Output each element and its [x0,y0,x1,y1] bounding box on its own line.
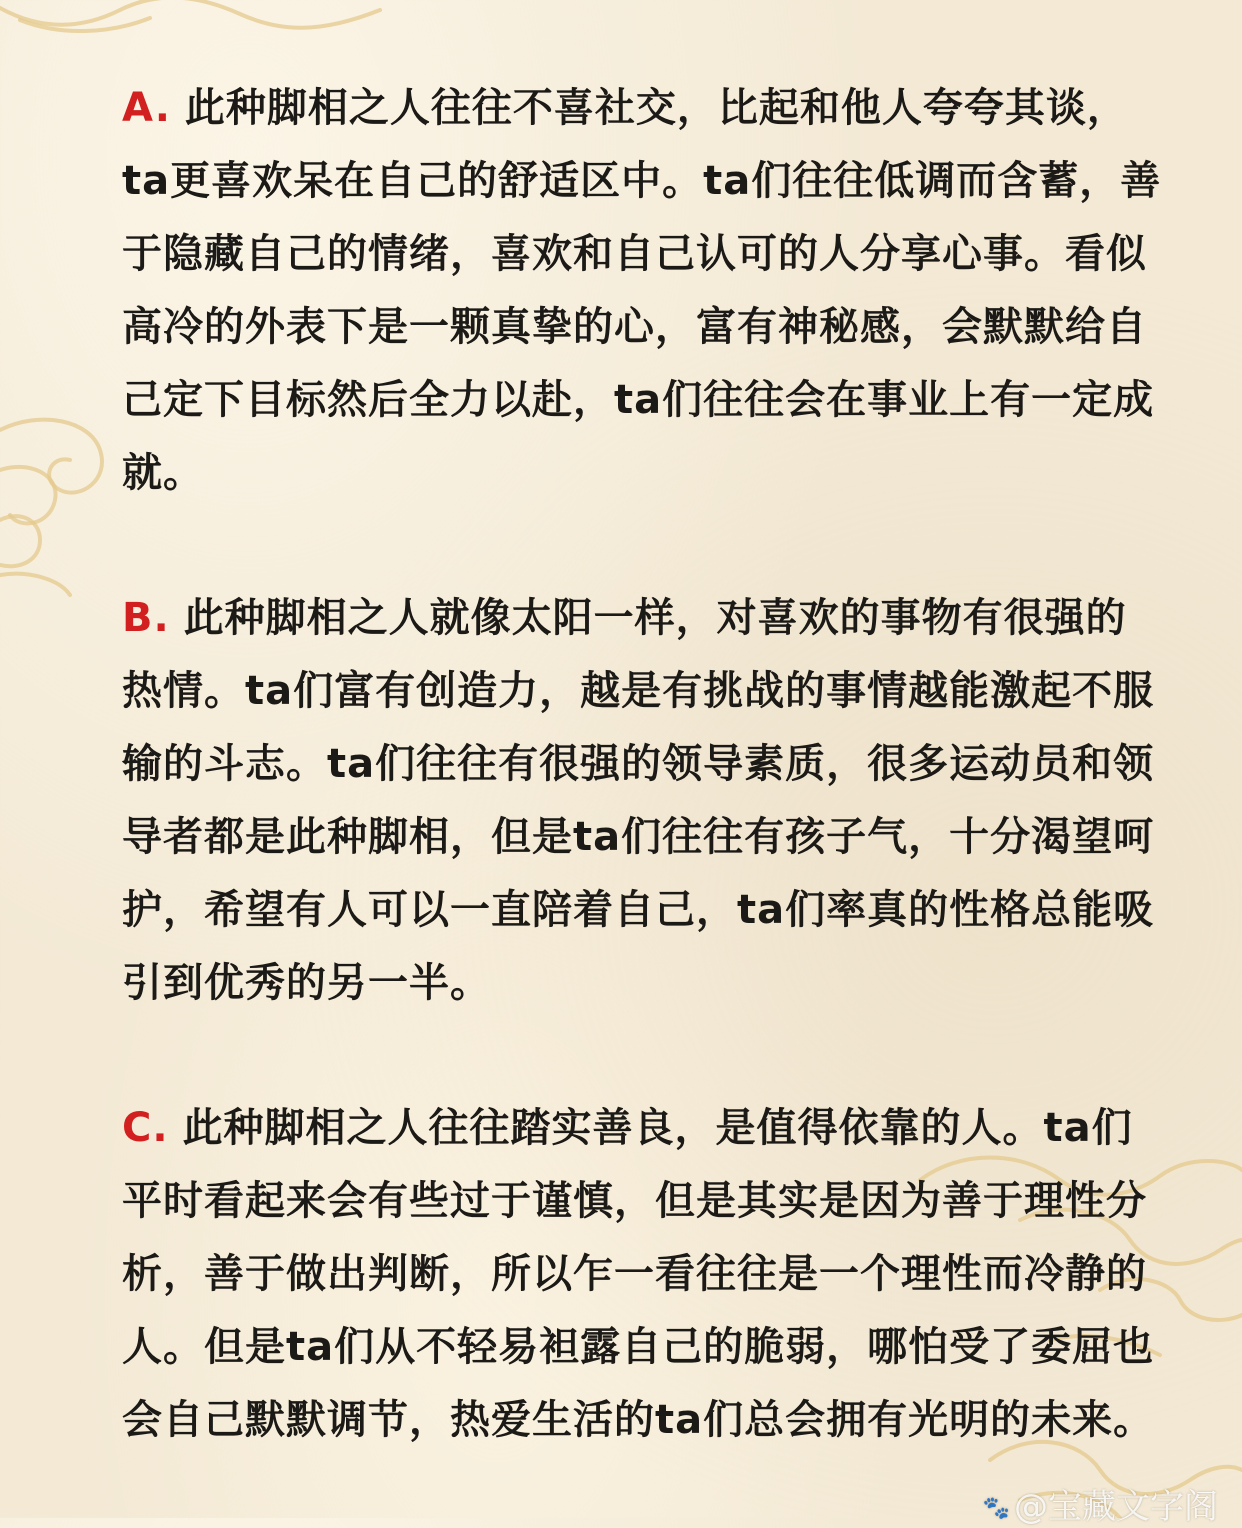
article-body [122,72,1167,1457]
option-label-b: B. [122,595,170,641]
cloud-ornament-left [0,400,140,600]
paragraph-b [122,582,1167,1020]
paw-icon: 🐾 [982,1496,1010,1521]
paragraph-c-text: 此种脚相之人往往踏实善良，是值得依靠的人。ta们平时看起来会有些过于谨慎，但是其实是因为善于理性分析，善于做出判断，所以乍一看往往是一个理性而冷静的人。但是ta们从不轻易袒露自己的脆弱，哪怕受了委屈也会自己默默调节，热爱生活的ta们总会拥有光明的未来。 [122,1105,1155,1443]
watermark-text: @宝藏文字阁 [1014,1487,1218,1527]
cloud-ornament-top [0,0,420,40]
paragraph-c [122,1092,1167,1457]
watermark [983,1479,1218,1528]
paragraph-b-text: 此种脚相之人就像太阳一样，对喜欢的事物有很强的热情。ta们富有创造力，越是有挑战的事情越能激起不服输的斗志。ta们往往有很强的领导素质，很多运动员和领导者都是此种脚相，但是ta们往往有孩子气，十分渴望呵护，希望有人可以一直陪着自己，ta们率真的性格总能吸引到优秀的另一半。 [122,595,1155,1006]
paragraph-a-text: 此种脚相之人往往不喜社交，比起和他人夸夸其谈，ta更喜欢呆在自己的舒适区中。ta们往往低调而含蓄，善于隐藏自己的情绪，喜欢和自己认可的人分享心事。看似高冷的外表下是一颗真挚的心，富有神秘感，会默默给自己定下目标然后全力以赴，ta们往往会在事业上有一定成就。 [122,85,1162,496]
option-label-a: A. [122,85,171,131]
option-label-c: C. [122,1105,169,1151]
paragraph-a [122,72,1167,510]
